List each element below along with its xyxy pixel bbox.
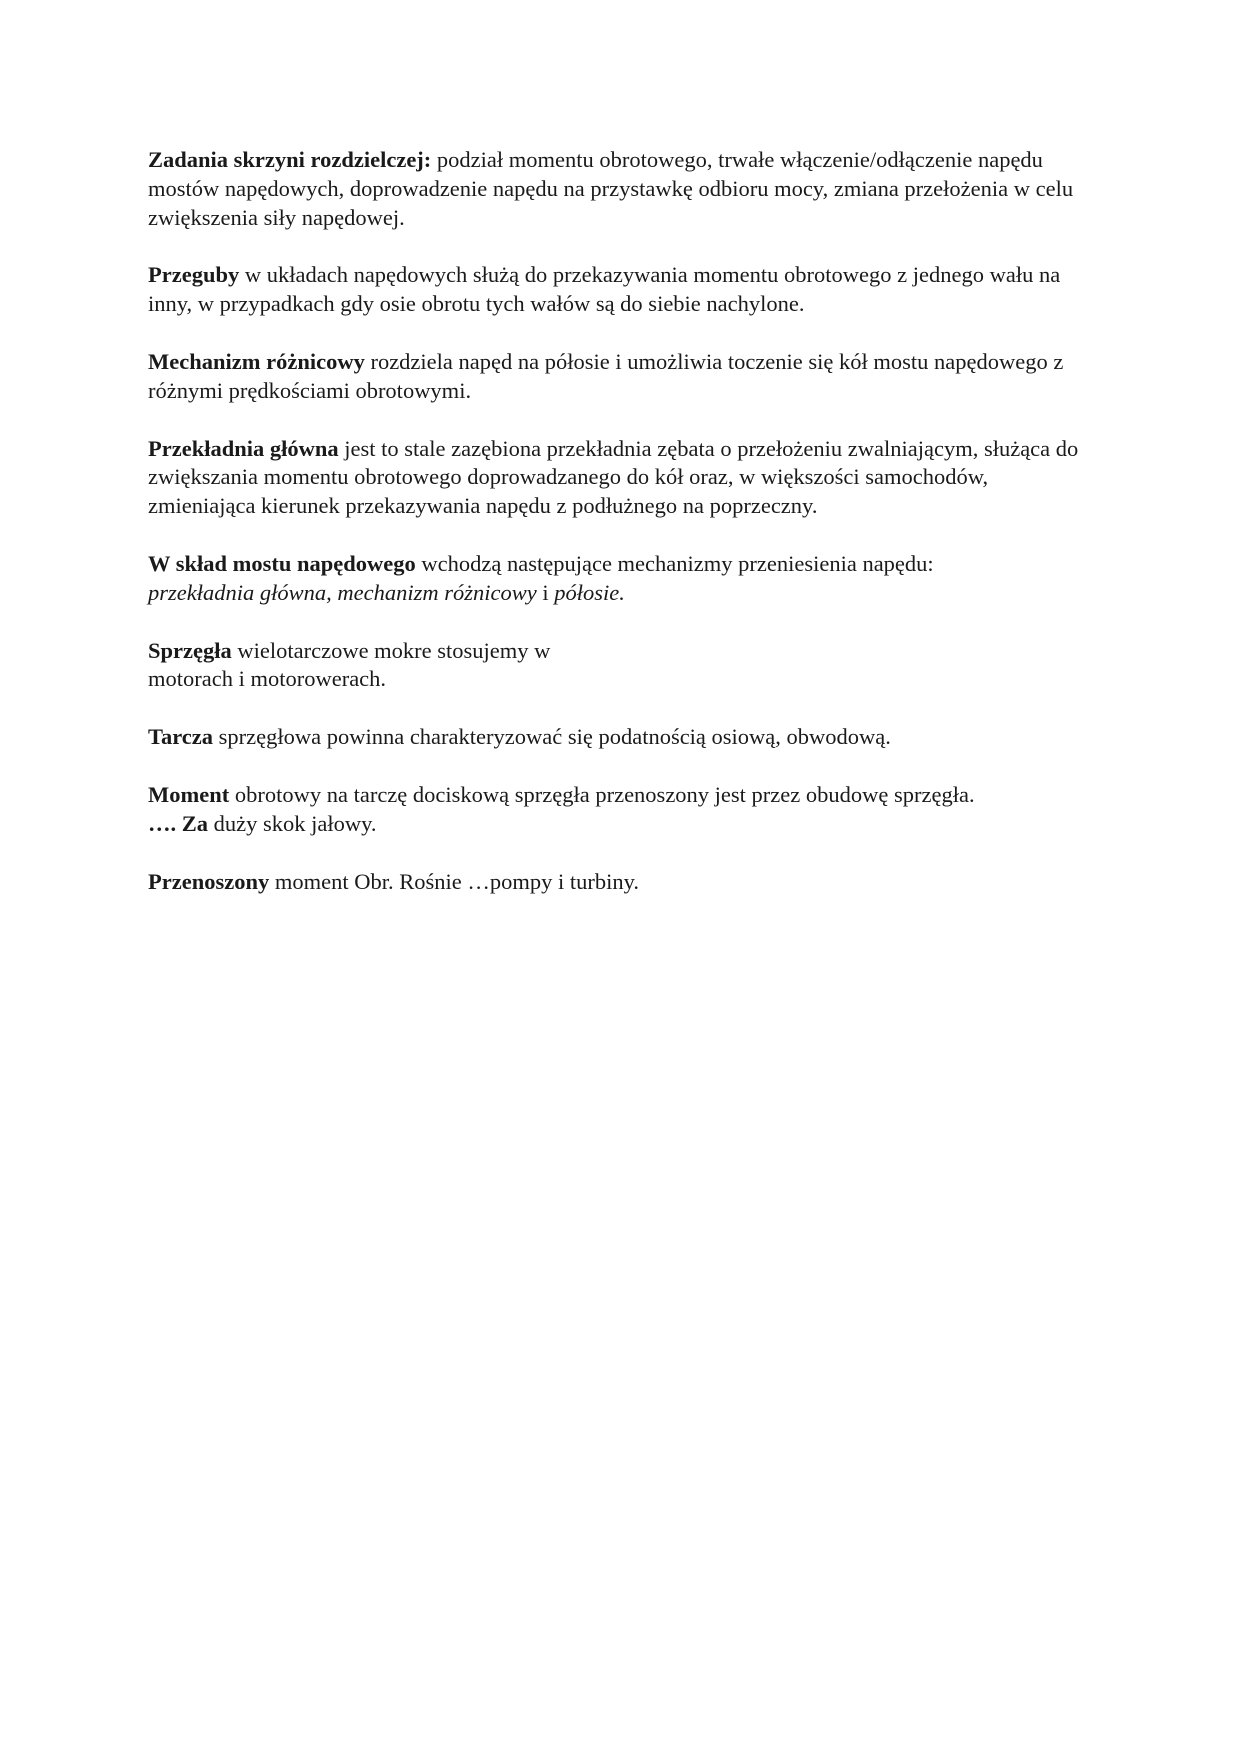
term-joints: Przeguby (148, 262, 240, 288)
paragraph-text: jest to stale zazębiona przekładnia zębata o przełożeniu zwalniającym, służąca do zwiększania momentu obrotowego doprowadzanego do kół oraz, w większości samochodów, zmieniająca kierunek przekazywania napędu z podłużnego na poprzeczny. (148, 435, 1079, 519)
paragraph-text-2: duży skok jałowy. (208, 810, 377, 836)
paragraph-text: sprzęgłowa powinna charakteryzować się podatnością osiową, obwodową. (213, 724, 891, 750)
paragraph-text: w układach napędowych służą do przekazywania momentu obrotowego z jednego wału na inny, w przypadkach gdy osie obrotu tych wałów są do siebie nachylone. (148, 262, 1061, 317)
paragraph-torque (148, 781, 1088, 839)
term-final-drive: Przekładnia główna (148, 435, 339, 461)
paragraph-text: rozdziela napęd na półosie i umożliwia toczenie się kół mostu napędowego z różnymi prędkościami obrotowymi. (148, 348, 1064, 403)
italic-components: przekładnia główna, mechanizm różnicowy (148, 579, 537, 605)
paragraph-final-drive (148, 435, 1088, 521)
paragraph-text: obrotowy na tarczę dociskową sprzęgła przenoszony jest przez obudowę sprzęgła. (229, 781, 975, 807)
joining-word: i (536, 579, 555, 605)
term-differential: Mechanizm różnicowy (148, 348, 365, 374)
term-torque: Moment (148, 781, 230, 807)
paragraph-transmitted-torque (148, 868, 1088, 897)
paragraph-text: wielotarczowe mokre stosujemy w (231, 637, 551, 663)
term-clutches: Sprzęgła (148, 637, 232, 663)
paragraph-text: podział momentu obrotowego, trwałe włączenie/odłączenie napędu mostów napędowych, doprowadzenie napędu na przystawkę odbioru mocy, zmiana przełożenia w celu zwiększenia siły napędowej. (148, 147, 1074, 230)
term-drive-axle: W skład mostu napędowego (148, 550, 416, 576)
term-clutch-disc: Tarcza (148, 724, 213, 750)
paragraph-clutches (148, 637, 1088, 695)
paragraph-clutch-disc (148, 723, 1088, 752)
paragraph-text-line2: motorach i motorowerach. (148, 666, 387, 692)
term-too-large: …. Za (148, 810, 209, 836)
paragraph-text: moment Obr. Rośnie …pompy i turbiny. (269, 868, 640, 894)
paragraph-joints (148, 261, 1088, 319)
paragraph-transfer-case (148, 146, 1088, 232)
document-body (148, 146, 1088, 925)
term-transfer-case: Zadania skrzyni rozdzielczej: (148, 147, 432, 172)
paragraph-drive-axle (148, 550, 1088, 608)
italic-half-shafts: półosie. (554, 579, 625, 605)
paragraph-differential (148, 348, 1088, 406)
paragraph-text: wchodzą następujące mechanizmy przeniesienia napędu: (415, 550, 934, 576)
term-transmitted: Przenoszony (148, 868, 270, 894)
